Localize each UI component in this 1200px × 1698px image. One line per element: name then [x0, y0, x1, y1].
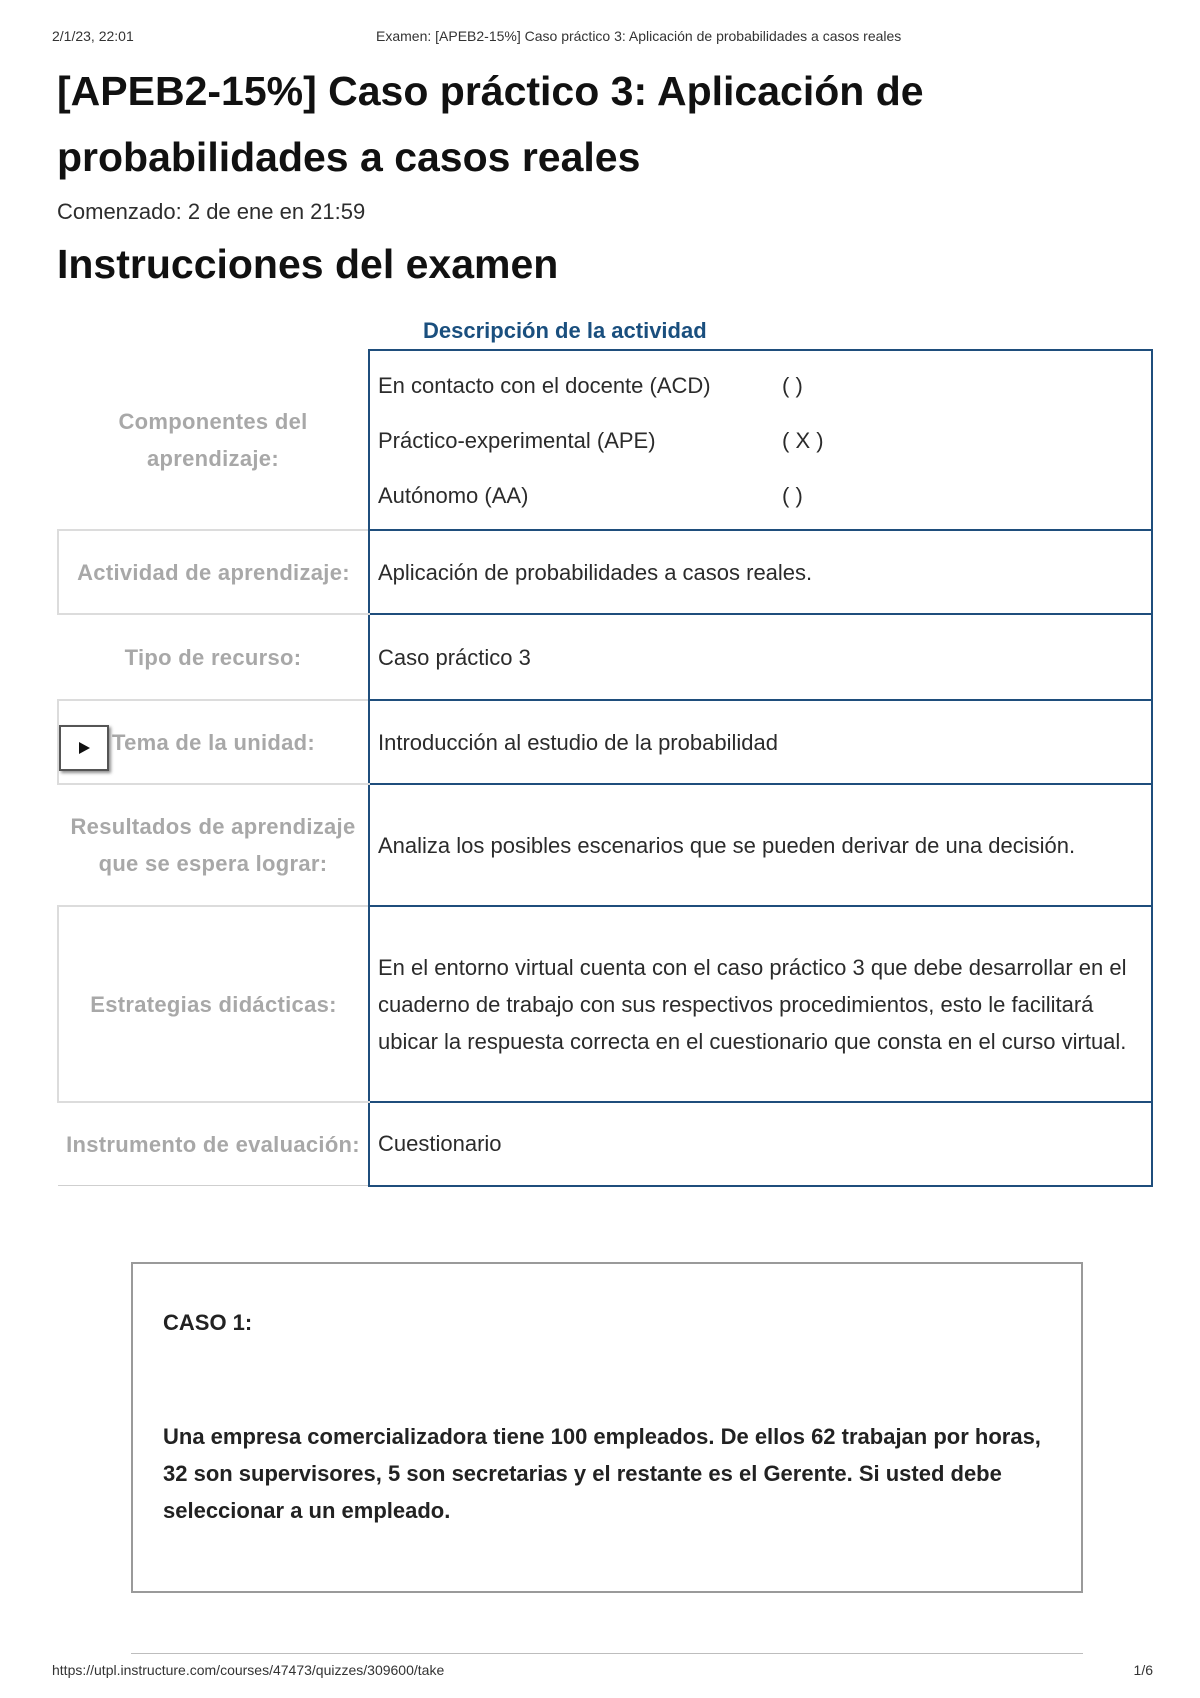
- component-mark: ( X ): [782, 427, 824, 453]
- activity-description-table: [57, 312, 1153, 1187]
- table-row: [58, 906, 1152, 1102]
- row-label: Estrategias didácticas:: [58, 906, 369, 1102]
- table-row: [58, 530, 1152, 614]
- play-icon: [77, 741, 91, 755]
- component-item: [378, 413, 1143, 468]
- row-label: Resultados de aprendizaje que se espera lograr:: [70, 814, 356, 876]
- footer-divider: [131, 1653, 1083, 1654]
- play-button[interactable]: [59, 725, 109, 771]
- case-title: CASO 1:: [163, 1310, 253, 1335]
- row-label: Instrumento de evaluación:: [58, 1102, 369, 1186]
- row-label: Componentes del aprendizaje:: [58, 350, 369, 530]
- table-row: [58, 700, 1152, 784]
- components-cell: [369, 350, 1152, 530]
- component-item: [378, 358, 1143, 413]
- row-value: En el entorno virtual cuenta con el caso práctico 3 que debe desarrollar en el cuaderno de trabajo con sus respectivos procedimientos, esto le facilitará ubicar la respuesta correcta en el cuestionario que consta en el curso virtual.: [369, 906, 1152, 1102]
- row-value: Caso práctico 3: [369, 614, 1152, 700]
- row-value: Cuestionario: [369, 1102, 1152, 1186]
- table-row: [58, 1102, 1152, 1186]
- row-label: Actividad de aprendizaje:: [58, 530, 369, 614]
- print-datetime: 2/1/23, 22:01: [52, 28, 134, 44]
- quiz-content: [57, 58, 1153, 290]
- print-page-title: Examen: [APEB2-15%] Caso práctico 3: Aplicación de probabilidades a casos reales: [376, 28, 902, 44]
- print-header: [52, 28, 1148, 48]
- table-caption: Descripción de la actividad: [423, 318, 707, 343]
- case-text: Una empresa comercializadora tiene 100 empleados. De ellos 62 trabajan por horas, 32 son supervisores, 5 son secretarias y el restante es el Gerente. Si usted debe seleccionar a un empleado.: [163, 1424, 1041, 1523]
- component-mark: ( ): [782, 372, 803, 398]
- instructions-heading: Instrucciones del examen: [57, 241, 559, 287]
- row-value: Aplicación de probabilidades a casos reales.: [369, 530, 1152, 614]
- row-label: Tipo de recurso:: [124, 644, 302, 670]
- row-label-text: Tema de la unidad:: [111, 729, 316, 755]
- component-item: [378, 468, 1143, 523]
- table-row: [58, 350, 1152, 530]
- table-row: [58, 614, 1152, 700]
- case-box: [131, 1262, 1083, 1593]
- page-number: 1/6: [1133, 1662, 1153, 1678]
- row-value: Introducción al estudio de la probabilidad: [369, 700, 1152, 784]
- component-mark: ( ): [782, 482, 803, 508]
- quiz-title: [APEB2-15%] Caso práctico 3: Aplicación de probabilidades a casos reales: [57, 68, 924, 180]
- print-footer: [52, 1662, 1153, 1682]
- component-name: Autónomo (AA): [378, 482, 529, 508]
- page-url: https://utpl.instructure.com/courses/47473/quizzes/309600/take: [52, 1662, 445, 1678]
- component-name: En contacto con el docente (ACD): [378, 372, 711, 398]
- started-time: Comenzado: 2 de ene en 21:59: [57, 199, 366, 224]
- table-row: [58, 784, 1152, 906]
- row-value: Analiza los posibles escenarios que se pueden derivar de una decisión.: [369, 784, 1152, 906]
- component-name: Práctico-experimental (APE): [378, 427, 656, 453]
